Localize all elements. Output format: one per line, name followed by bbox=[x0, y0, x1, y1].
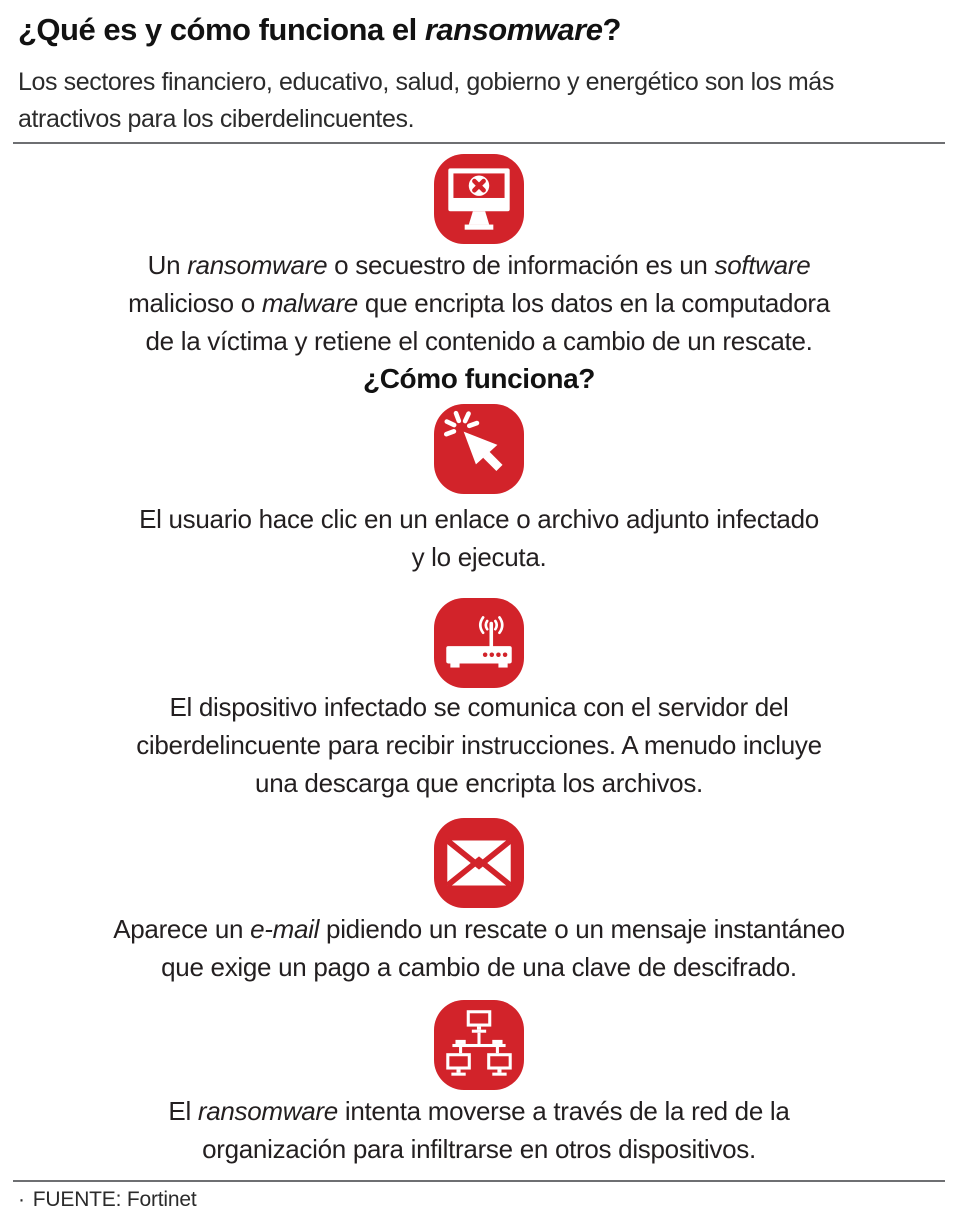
step-1-text: Un ransomware o secuestro de información es un software malicioso o malware que encripta los datos en la computadora de la víctima y retiene el contenido a cambio de un rescate. bbox=[128, 250, 830, 356]
step-3-text: El dispositivo infectado se comunica con el servidor del ciberdelincuente para recibir instrucciones. A menudo incluye una descarga que encripta los archivos. bbox=[136, 692, 822, 798]
source-line bbox=[18, 1188, 940, 1212]
page-subtitle: Los sectores financiero, educativo, salud, gobierno y energético son los más atractivos para los ciberdelincuentes. bbox=[18, 68, 834, 133]
step-5-text: El ransomware intenta moverse a través de la red de la organización para infiltrarse en otros dispositivos. bbox=[168, 1096, 790, 1164]
router-icon bbox=[434, 598, 524, 688]
network-icon bbox=[434, 1000, 524, 1090]
source-text: FUENTE: Fortinet bbox=[32, 1188, 197, 1211]
monitor-error-icon bbox=[434, 154, 524, 244]
page-title: ¿Qué es y cómo funciona el ransomware? bbox=[18, 12, 621, 47]
how-it-works-heading: ¿Cómo funciona? bbox=[363, 363, 595, 394]
source-bullet: · bbox=[18, 1188, 25, 1211]
divider-top bbox=[13, 142, 945, 144]
cursor-click-icon bbox=[434, 404, 524, 494]
step-2-text: El usuario hace clic en un enlace o archivo adjunto infectado y lo ejecuta. bbox=[139, 504, 819, 572]
email-icon bbox=[434, 818, 524, 908]
divider-bottom bbox=[13, 1180, 945, 1182]
step-4-text: Aparece un e-mail pidiendo un rescate o un mensaje instantáneo que exige un pago a cambio de una clave de descifrado. bbox=[113, 914, 845, 982]
